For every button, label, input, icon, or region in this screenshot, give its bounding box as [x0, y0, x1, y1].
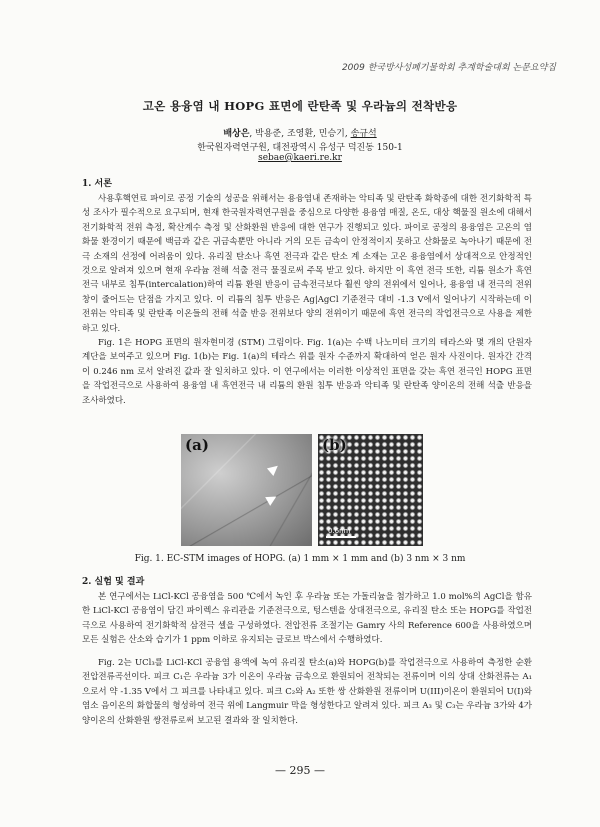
running-header: 2009 한국방사성폐기물학회 추계학술대회 논문요약집: [341, 63, 556, 73]
panel-label-b: (b): [322, 436, 347, 454]
scale-bar: [326, 536, 356, 538]
scale-bar-label: 0.6nm: [328, 527, 351, 535]
figure-1-caption: Fig. 1. EC-STM images of HOPG. (a) 1 mm × 1 mm and (b) 3 nm × 3 nm: [134, 554, 466, 564]
stm-image-panel-a: [181, 434, 312, 546]
panel-label-a: (a): [185, 436, 209, 454]
affiliation: 한국원자력연구원, 대전광역시 유성구 덕진동 150-1: [197, 143, 403, 153]
section-heading-introduction: 1. 서론: [82, 179, 112, 189]
arrow-marker: [267, 462, 281, 476]
introduction-paragraph-1: 사용후핵연료 파이로 공정 기술의 성공을 위해서는 용융염내 존재하는 악티족 및 란탄족 화학종에 대한 전기화학적 특성 조사가 필수적으로 요구되며, 현재 한국원자력연구원을 중심으로 다양한 용융염 매질, 온도, 대상 핵물질 원소에 대해서 전기화학적 전위 측정, 확산계수 측정 및 산화환원 반응에 대한 연구가 진행되고 있다. 파이로 공정의 용융염은 고온의 염화물 환경이기 때문에 백금과 같은 귀금속뿐만 아니라 거의 모든 금속이 안정적이지 못하고 산화물로 녹아나기 때문에 전극 소재의 선정에 어려움이 있다. 유리질 탄소나 흑연 전극과 같은 탄소 계 소재는 고온 용융염에서 상대적으로 안정적인 것으로 알려져 있으며 현재 우라늄 전해 석출 전극 물질로써 주목 받고 있다. 하지만 이 흑연 전극 또한, 리튬 원소가 흑연 전극 내부로 침투(intercalation)하여 리튬 환원 반응이 금속전극보다 훨씬 양의 전위에서 일어나, 용융염 내 전극의 전위창이 줄어드는 단점을 가지고 있다. 이 리튬의 침투 반응은 Ag|AgCl 기준전극 대비 -1.3 V에서 일어나기 시작하는데 이 전위는 악티족 및 란탄족 이온들의 전해 석출 반응 전위보다 양의 전위이기 때문에 흑연 전극의 작업전극으로 사용을 제한하고 있다.: [82, 194, 532, 334]
introduction-paragraph-2: Fig. 1은 HOPG 표면의 원자현미경 (STM) 그림이다. Fig. 1(a)는 수백 나노미터 크기의 테라스와 몇 개의 단원자 계단을 보여주고 있으며 Fig. 1(b)는 Fig. 1(a)의 테라스 위를 원자 수준까지 확대하여 얻은 원자 사진이다. 원자간 간격이 0.246 nm 로서 알려진 값과 잘 일치하고 있다. 이 연구에서는 이러한 이상적인 표면을 갖는 흑연 전극인 HOPG 표면을 작업전극으로 사용하여 용융염 내 흑연전극 내 리튬의 환원 침투 반응과 악티족 및 란탄족 양이온의 전해 석출 반응을 조사하였다.: [82, 338, 532, 406]
figure-1: [181, 434, 423, 546]
experiment-paragraph-1: 본 연구에서는 LiCl-KCl 공융염을 500 ℃에서 녹인 후 우라늄 또는 가돌리늄을 첨가하고 1.0 mol%의 AgCl을 함유한 LiCl-KCl 공융염이 담긴 파이렉스 유리관을 기준전극으로, 텅스텐을 상대전극으로, 유리질 탄소 또는 HOPG를 작업전극으로 사용하여 전기화학적 삼전극 셀을 구성하였다. 전압전류 조절기는 Gamry 사의 Reference 600을 사용하였으며 모든 실험은 산소와 습기가 1 ppm 이하로 유지되는 글로브 박스에서 수행하였다.: [82, 592, 532, 646]
co-authors: , 박용준, 조영환, 민승기,: [249, 129, 351, 139]
presenting-author: 배상은: [223, 129, 250, 139]
experiment-paragraph-2: Fig. 2는 UCl₃를 LiCl-KCl 공융염 용액에 녹여 유리질 탄소(a)와 HOPG(b)를 작업전극으로 사용하여 측정한 순환전압전류곡선이다. 피크 C₁은 우라늄 3가 이온이 우라늄 금속으로 환원되어 전착되는 전류이며 이의 상대 산화전류는 A₁으로서 약 -1.35 V에서 그 피크를 나타내고 있다. 피크 C₂와 A₂ 또한 쌍 산화환원 전류이며 U(III)이온이 환원되어 U(I)와 염소 음이온의 화합물의 형성하여 전극 위에 Langmuir 막을 형성한다고 알려져 있다. 피크 A₃ 및 C₃는 우라늄 3가와 4가 양이온의 산화환원 쌍전류로써 보고된 결과와 잘 일치한다.: [82, 658, 532, 726]
author-email: sebae@kaeri.re.kr: [258, 153, 342, 163]
page-number: — 295 —: [275, 764, 325, 777]
arrow-marker: [265, 492, 279, 506]
corresponding-author: 송규석: [350, 129, 377, 139]
stm-image-panel-b: [318, 434, 423, 546]
paper-title: 고온 용융염 내 HOPG 표면에 란탄족 및 우라늄의 전착반응: [142, 99, 458, 113]
section-heading-experiment: 2. 실험 및 결과: [82, 577, 145, 587]
author-list: [0, 126, 600, 139]
